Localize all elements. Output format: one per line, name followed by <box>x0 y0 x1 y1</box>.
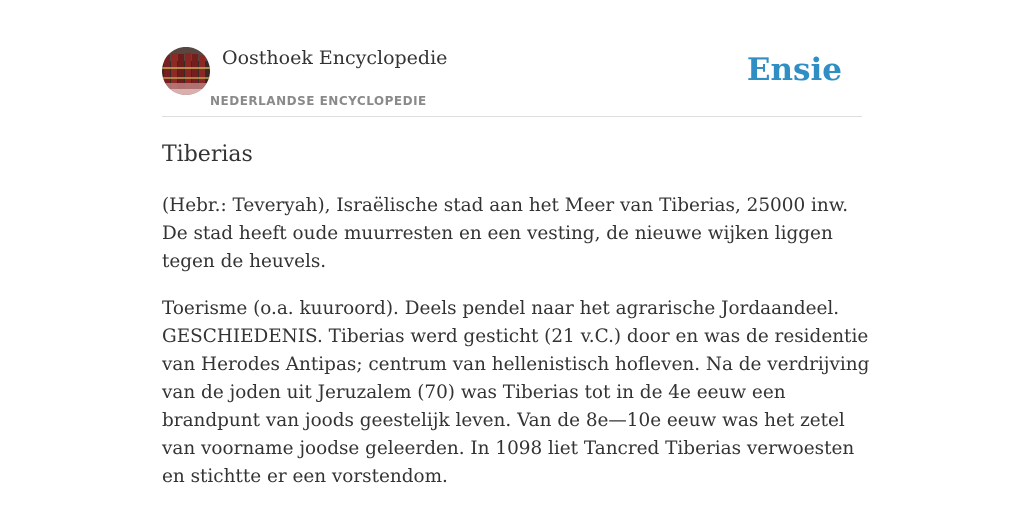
source-title[interactable]: Oosthoek Encyclopedie <box>222 47 448 69</box>
ensie-brand-link[interactable]: Ensie <box>746 52 842 88</box>
article-title: Tiberias <box>162 142 253 167</box>
source-subtitle: NEDERLANDSE ENCYCLOPEDIE <box>210 94 427 108</box>
article-paragraph-1: (Hebr.: Teveryah), Israëlische stad aan het Meer van Tiberias, 25000 inw. De stad heeft oude muurresten en een vesting, de nieuwe wijken liggen tegen de heuvels. <box>162 195 849 272</box>
encyclopedia-books-icon[interactable] <box>162 47 210 95</box>
article-paragraph-2: Toerisme (o.a. kuuroord). Deels pendel naar het agrarische Jordaandeel. GESCHIEDENIS. Tiberias werd gesticht (21 v.C.) door en was de residentie van Herodes Antipas; centrum van hellenistisch hofleven. Na de verdrijving van de joden uit Jeruzalem (70) was Tiberias tot in de 4e eeuw een brandpunt van joods geestelijk leven. Van de 8e—10e eeuw was het zetel van voorname joodse geleerden. In 1098 liet Tancred Tiberias verwoesten en stichtte er een vorstendom. <box>162 298 870 487</box>
article-body <box>162 192 872 510</box>
header <box>162 46 862 117</box>
